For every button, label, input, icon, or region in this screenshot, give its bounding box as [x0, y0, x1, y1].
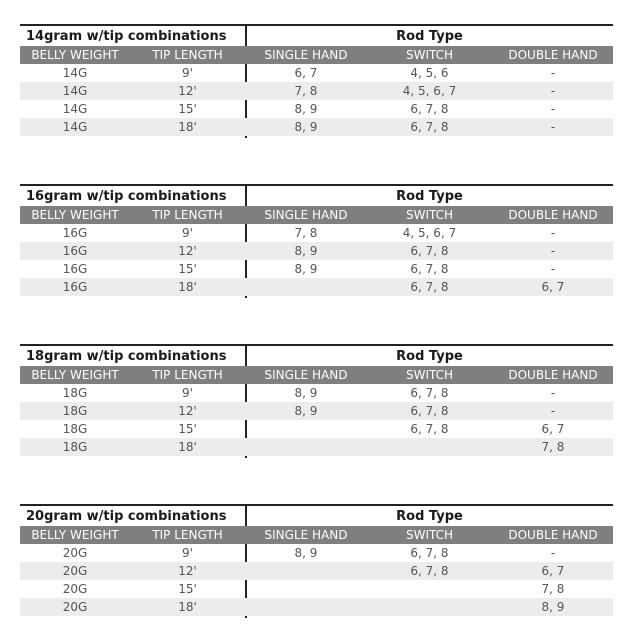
cell-tip-length: 12'	[178, 404, 197, 418]
cell-belly-weight: 20G	[62, 564, 88, 578]
column-header-tip-length: TIP LENGTH	[152, 368, 223, 382]
table-title: 16gram w/tip combinations	[26, 189, 227, 204]
cell-belly-weight: 14G	[62, 102, 88, 116]
column-header-belly-weight: BELLY WEIGHT	[31, 368, 119, 382]
cell-double-hand: 7, 8	[541, 440, 565, 454]
table-row	[20, 242, 613, 260]
cell-switch: 6, 7, 8	[410, 120, 449, 134]
cell-belly-weight: 18G	[62, 404, 88, 418]
cell-tip-length: 18'	[178, 120, 197, 134]
table-row	[20, 438, 613, 456]
cell-switch: 6, 7, 8	[410, 546, 449, 560]
cell-belly-weight: 18G	[62, 386, 88, 400]
cell-single-hand: 7, 8	[294, 84, 318, 98]
table-title: 20gram w/tip combinations	[26, 509, 227, 524]
cell-belly-weight: 18G	[62, 422, 88, 436]
cell-tip-length: 12'	[178, 564, 197, 578]
cell-switch: 4, 5, 6, 7	[402, 226, 457, 240]
table-title-row	[20, 186, 613, 206]
cell-single-hand: 8, 9	[294, 386, 318, 400]
column-header-double-hand: DOUBLE HAND	[508, 208, 598, 222]
cell-belly-weight: 14G	[62, 66, 88, 80]
cell-switch: 6, 7, 8	[410, 564, 449, 578]
cell-switch: 6, 7, 8	[410, 422, 449, 436]
column-header-row	[20, 206, 613, 224]
cell-single-hand: 7, 8	[294, 226, 318, 240]
table-title: 18gram w/tip combinations	[26, 349, 227, 364]
cell-belly-weight: 20G	[62, 546, 88, 560]
cell-double-hand: -	[550, 404, 556, 418]
cell-double-hand: -	[550, 226, 556, 240]
cell-switch: 6, 7, 8	[410, 280, 449, 294]
table-row	[20, 562, 613, 580]
cell-tip-length: 15'	[178, 422, 197, 436]
cell-double-hand: 7, 8	[541, 582, 565, 596]
column-header-double-hand: DOUBLE HAND	[508, 528, 598, 542]
table-row	[20, 278, 613, 296]
cell-switch: 6, 7, 8	[410, 244, 449, 258]
column-header-row	[20, 366, 613, 384]
column-header-switch: SWITCH	[405, 368, 454, 382]
column-header-tip-length: TIP LENGTH	[152, 528, 223, 542]
cell-single-hand: 6, 7	[294, 66, 318, 80]
cell-tip-length: 12'	[178, 244, 197, 258]
cell-double-hand: 6, 7	[541, 280, 565, 294]
cell-belly-weight: 16G	[62, 280, 88, 294]
table-row	[20, 100, 613, 118]
column-header-row	[20, 526, 613, 544]
column-header-belly-weight: BELLY WEIGHT	[31, 208, 119, 222]
table-row	[20, 402, 613, 420]
column-header-double-hand: DOUBLE HAND	[508, 48, 598, 62]
table-row	[20, 384, 613, 402]
cell-double-hand: 8, 9	[541, 600, 565, 614]
table-row	[20, 544, 613, 562]
cell-single-hand: 8, 9	[294, 102, 318, 116]
column-header-switch: SWITCH	[405, 208, 454, 222]
table-row	[20, 118, 613, 136]
cell-single-hand: 8, 9	[294, 120, 318, 134]
column-header-row	[20, 46, 613, 64]
cell-double-hand: -	[550, 120, 556, 134]
cell-tip-length: 18'	[178, 280, 197, 294]
cell-double-hand: -	[550, 102, 556, 116]
table-row	[20, 420, 613, 438]
cell-tip-length: 15'	[178, 262, 197, 276]
cell-belly-weight: 16G	[62, 226, 88, 240]
cell-tip-length: 9'	[182, 226, 193, 240]
table-title-row	[20, 506, 613, 526]
table-title: 14gram w/tip combinations	[26, 29, 227, 44]
cell-belly-weight: 14G	[62, 84, 88, 98]
cell-tip-length: 18'	[178, 600, 197, 614]
cell-tip-length: 15'	[178, 582, 197, 596]
cell-switch: 6, 7, 8	[410, 262, 449, 276]
table-row	[20, 260, 613, 278]
cell-switch: 6, 7, 8	[410, 404, 449, 418]
cell-switch: 4, 5, 6, 7	[402, 84, 457, 98]
cell-tip-length: 15'	[178, 102, 197, 116]
column-header-switch: SWITCH	[405, 528, 454, 542]
cell-belly-weight: 14G	[62, 120, 88, 134]
table-row	[20, 598, 613, 616]
cell-double-hand: 6, 7	[541, 422, 565, 436]
cell-single-hand: 8, 9	[294, 262, 318, 276]
cell-double-hand: -	[550, 546, 556, 560]
cell-double-hand: -	[550, 66, 556, 80]
cell-tip-length: 9'	[182, 386, 193, 400]
cell-double-hand: -	[550, 84, 556, 98]
cell-single-hand: 8, 9	[294, 404, 318, 418]
table-row	[20, 224, 613, 242]
column-header-single-hand: SINGLE HAND	[264, 528, 348, 542]
table-row	[20, 82, 613, 100]
cell-single-hand: 8, 9	[294, 546, 318, 560]
column-header-double-hand: DOUBLE HAND	[508, 368, 598, 382]
cell-single-hand: 8, 9	[294, 244, 318, 258]
column-header-tip-length: TIP LENGTH	[152, 48, 223, 62]
cell-switch: 6, 7, 8	[410, 102, 449, 116]
cell-tip-length: 9'	[182, 66, 193, 80]
cell-tip-length: 12'	[178, 84, 197, 98]
cell-switch: 4, 5, 6	[410, 66, 449, 80]
cell-belly-weight: 18G	[62, 440, 88, 454]
cell-double-hand: -	[550, 262, 556, 276]
cell-double-hand: 6, 7	[541, 564, 565, 578]
table-row	[20, 580, 613, 598]
rod-type-heading: Rod Type	[396, 189, 463, 204]
column-header-belly-weight: BELLY WEIGHT	[31, 528, 119, 542]
column-header-single-hand: SINGLE HAND	[264, 208, 348, 222]
column-header-switch: SWITCH	[405, 48, 454, 62]
cell-belly-weight: 20G	[62, 600, 88, 614]
column-header-tip-length: TIP LENGTH	[152, 208, 223, 222]
cell-double-hand: -	[550, 244, 556, 258]
column-header-belly-weight: BELLY WEIGHT	[31, 48, 119, 62]
cell-switch: 6, 7, 8	[410, 386, 449, 400]
cell-tip-length: 18'	[178, 440, 197, 454]
rod-type-heading: Rod Type	[396, 509, 463, 524]
cell-double-hand: -	[550, 386, 556, 400]
rod-type-heading: Rod Type	[396, 29, 463, 44]
cell-belly-weight: 16G	[62, 244, 88, 258]
table-title-row	[20, 346, 613, 366]
table-row	[20, 64, 613, 82]
table-title-row	[20, 26, 613, 46]
column-header-single-hand: SINGLE HAND	[264, 368, 348, 382]
cell-tip-length: 9'	[182, 546, 193, 560]
rod-type-heading: Rod Type	[396, 349, 463, 364]
column-header-single-hand: SINGLE HAND	[264, 48, 348, 62]
cell-belly-weight: 20G	[62, 582, 88, 596]
cell-belly-weight: 16G	[62, 262, 88, 276]
